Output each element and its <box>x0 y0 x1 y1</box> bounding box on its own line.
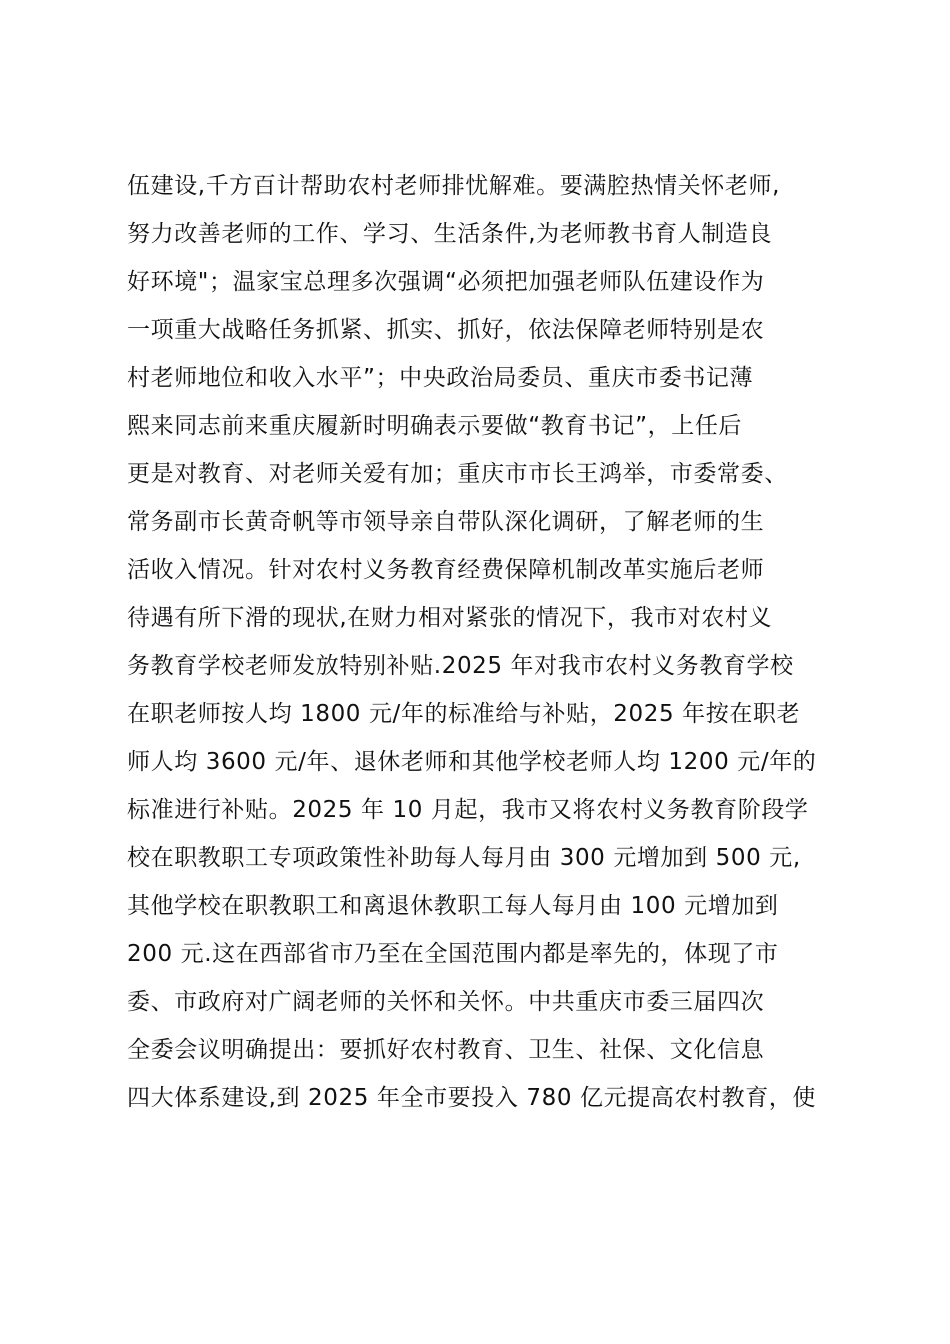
text-line: 更是对教育、对老师关爱有加；重庆市市长王鸿举，市委常委、 <box>127 461 788 487</box>
text-line: 师人均 3600 元/年、退休老师和其他学校老师人均 1200 元/年的 <box>127 749 817 775</box>
text-line: 其他学校在职教职工和离退休教职工每人每月由 100 元增加到 <box>127 893 779 919</box>
body-paragraph <box>127 162 847 1122</box>
text-line: 标准进行补贴。2025 年 10 月起，我市又将农村义务教育阶段学 <box>127 797 809 823</box>
text-line: 熙来同志前来重庆履新时明确表示要做“教育书记”，上任后 <box>127 413 743 439</box>
text-line: 四大体系建设,到 2025 年全市要投入 780 亿元提高农村教育，使 <box>127 1085 816 1111</box>
text-line: 一项重大战略任务抓紧、抓实、抓好，依法保障老师特别是农 <box>127 317 765 343</box>
text-line: 待遇有所下滑的现状,在财力相对紧张的情况下，我市对农村义 <box>127 605 773 631</box>
text-line: 在职老师按人均 1800 元/年的标准给与补贴，2025 年按在职老 <box>127 701 801 727</box>
text-line: 全委会议明确提出：要抓好农村教育、卫生、社保、文化信息 <box>127 1037 765 1063</box>
text-line: 常务副市长黄奇帆等市领导亲自带队深化调研，了解老师的生 <box>127 509 765 535</box>
text-line: 伍建设,千方百计帮助农村老师排忧解难。要满腔热情关怀老师, <box>127 173 781 199</box>
text-line: 好环境"；温家宝总理多次强调“必须把加强老师队伍建设作为 <box>127 269 765 295</box>
text-line: 校在职教职工专项政策性补助每人每月由 300 元增加到 500 元, <box>127 845 801 871</box>
text-line: 务教育学校老师发放特别补贴.2025 年对我市农村义务教育学校 <box>127 653 794 679</box>
text-line: 活收入情况。针对农村义务教育经费保障机制改革实施后老师 <box>127 557 765 583</box>
text-line: 村老师地位和收入水平”；中央政治局委员、重庆市委书记薄 <box>127 365 754 391</box>
text-line: 200 元.这在西部省市乃至在全国范围内都是率先的，体现了市 <box>127 941 779 967</box>
text-line: 委、市政府对广阔老师的关怀和关怀。中共重庆市委三届四次 <box>127 989 765 1015</box>
text-line: 努力改善老师的工作、学习、生活条件,为老师教书育人制造良 <box>127 221 773 247</box>
